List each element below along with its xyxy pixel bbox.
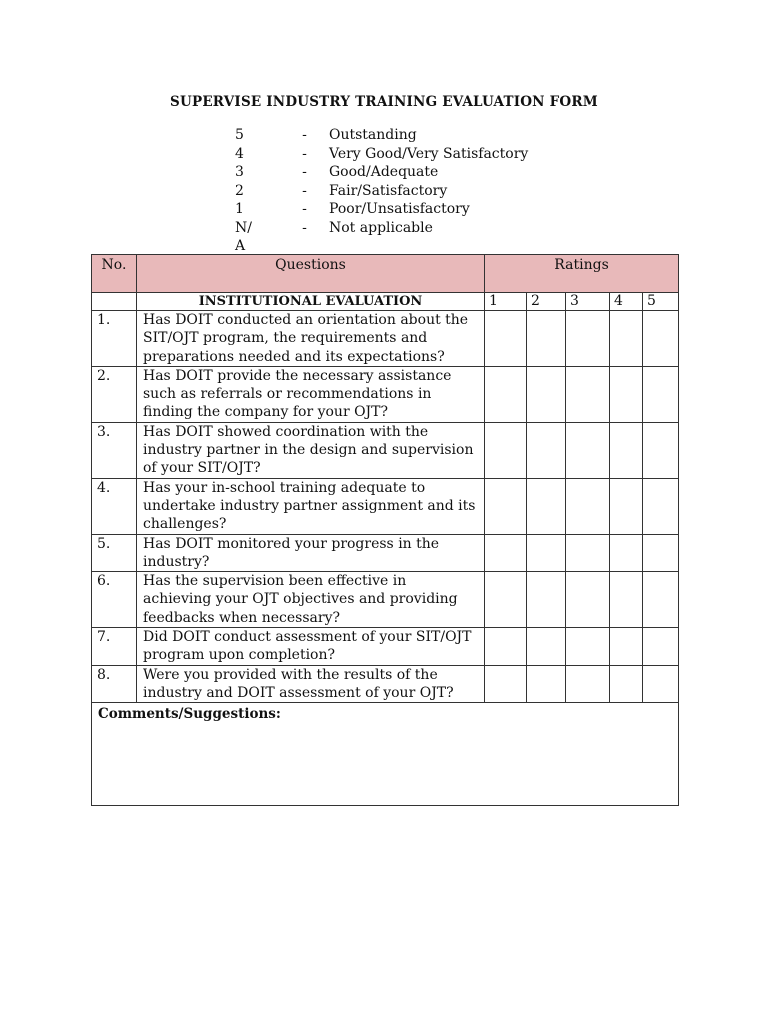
rating-cell-4[interactable]	[610, 366, 643, 422]
table-row	[92, 311, 679, 367]
question-number: 3.	[92, 422, 137, 478]
rating-cell-3[interactable]	[566, 572, 610, 628]
section-blank-cell	[92, 293, 137, 311]
rating-cell-4[interactable]	[610, 628, 643, 666]
rating-cell-4[interactable]	[610, 665, 643, 703]
question-number: 8.	[92, 665, 137, 703]
legend-dash: -	[302, 127, 307, 143]
section-row	[92, 293, 679, 311]
legend-row	[235, 237, 528, 256]
legend-description: Outstanding	[329, 127, 417, 143]
table-row	[92, 534, 679, 572]
legend-code: 3	[235, 164, 244, 180]
header-questions: Questions	[137, 255, 485, 293]
section-title: INSTITUTIONAL EVALUATION	[137, 293, 485, 311]
legend-row	[235, 126, 528, 145]
legend-dash: -	[302, 182, 307, 199]
question-number: 6.	[92, 572, 137, 628]
table-row	[92, 572, 679, 628]
rating-cell-5[interactable]	[643, 422, 679, 478]
legend-row	[235, 145, 528, 164]
table-row	[92, 665, 679, 703]
rating-cell-5[interactable]	[643, 311, 679, 367]
rating-cell-1[interactable]	[485, 572, 527, 628]
rating-cell-1[interactable]	[485, 366, 527, 422]
rating-cell-1[interactable]	[485, 478, 527, 534]
rating-cell-4[interactable]	[610, 534, 643, 572]
rating-cell-5[interactable]	[643, 478, 679, 534]
header-no: No.	[92, 255, 137, 293]
question-number: 2.	[92, 366, 137, 422]
rating-legend	[235, 126, 528, 256]
legend-code: 5	[235, 127, 244, 143]
rating-cell-3[interactable]	[566, 478, 610, 534]
rating-cell-2[interactable]	[527, 311, 566, 367]
legend-description: Not applicable	[329, 219, 433, 236]
question-text: Has DOIT monitored your progress in the industry?	[137, 534, 485, 572]
rating-cell-3[interactable]	[566, 628, 610, 666]
header-ratings: Ratings	[485, 255, 679, 293]
legend-description: Good/Adequate	[329, 164, 439, 180]
rating-cell-2[interactable]	[527, 665, 566, 703]
table-row	[92, 422, 679, 478]
question-text: Has DOIT conducted an orientation about the SIT/OJT program, the requirements and preparations needed and its expectations?	[137, 311, 485, 367]
legend-row	[235, 182, 528, 201]
legend-description: Poor/Unsatisfactory	[329, 201, 470, 217]
question-number: 4.	[92, 478, 137, 534]
rating-cell-3[interactable]	[566, 422, 610, 478]
question-text: Has DOIT provide the necessary assistance such as referrals or recommendations in finding the company for your OJT?	[137, 366, 485, 422]
rating-cell-2[interactable]	[527, 478, 566, 534]
legend-dash: -	[302, 145, 307, 162]
question-text: Has your in-school training adequate to undertake industry partner assignment and its challenges?	[137, 478, 485, 534]
comments-label: Comments/Suggestions:	[98, 706, 281, 723]
rating-cell-4[interactable]	[610, 572, 643, 628]
rating-scale-3: 3	[566, 293, 610, 311]
legend-dash: -	[302, 219, 307, 236]
rating-cell-1[interactable]	[485, 665, 527, 703]
legend-row	[235, 163, 528, 182]
legend-row	[235, 219, 528, 238]
legend-code: A	[235, 238, 246, 254]
rating-cell-3[interactable]	[566, 366, 610, 422]
rating-cell-3[interactable]	[566, 311, 610, 367]
rating-cell-2[interactable]	[527, 534, 566, 572]
table-header-row	[92, 255, 679, 293]
comments-field[interactable]	[92, 703, 679, 806]
rating-cell-2[interactable]	[527, 572, 566, 628]
legend-row	[235, 200, 528, 219]
rating-cell-3[interactable]	[566, 534, 610, 572]
rating-scale-4: 4	[610, 293, 643, 311]
question-text: Has the supervision been effective in achieving your OJT objectives and providing feedbacks when necessary?	[137, 572, 485, 628]
legend-dash: -	[302, 201, 307, 217]
rating-cell-1[interactable]	[485, 628, 527, 666]
rating-cell-2[interactable]	[527, 366, 566, 422]
question-text: Did DOIT conduct assessment of your SIT/OJT program upon completion?	[137, 628, 485, 666]
rating-cell-5[interactable]	[643, 572, 679, 628]
rating-cell-5[interactable]	[643, 366, 679, 422]
legend-code: 1	[235, 201, 244, 217]
rating-cell-2[interactable]	[527, 422, 566, 478]
question-text: Were you provided with the results of the industry and DOIT assessment of your OJT?	[137, 665, 485, 703]
evaluation-table	[91, 254, 679, 806]
form-title: SUPERVISE INDUSTRY TRAINING EVALUATION FORM	[170, 94, 598, 110]
comments-row	[92, 703, 679, 806]
question-number: 5.	[92, 534, 137, 572]
table-row	[92, 478, 679, 534]
rating-cell-5[interactable]	[643, 665, 679, 703]
rating-cell-4[interactable]	[610, 478, 643, 534]
legend-dash	[277, 237, 332, 256]
legend-code: 2	[235, 182, 244, 199]
question-text: Has DOIT showed coordination with the industry partner in the design and supervision of your SIT/OJT?	[137, 422, 485, 478]
legend-code: 4	[235, 145, 244, 162]
rating-cell-1[interactable]	[485, 422, 527, 478]
rating-cell-5[interactable]	[643, 534, 679, 572]
legend-description: Fair/Satisfactory	[329, 182, 448, 199]
legend-code: N/	[235, 219, 252, 236]
table-row	[92, 628, 679, 666]
rating-scale-1: 1	[485, 293, 527, 311]
question-number: 1.	[92, 311, 137, 367]
legend-description: Very Good/Very Satisfactory	[329, 145, 529, 162]
legend-dash: -	[302, 164, 307, 180]
rating-cell-4[interactable]	[610, 422, 643, 478]
rating-scale-5: 5	[643, 293, 679, 311]
rating-cell-4[interactable]	[610, 311, 643, 367]
rating-scale-2: 2	[527, 293, 566, 311]
rating-cell-3[interactable]	[566, 665, 610, 703]
rating-cell-2[interactable]	[527, 628, 566, 666]
table-row	[92, 366, 679, 422]
rating-cell-1[interactable]	[485, 311, 527, 367]
question-number: 7.	[92, 628, 137, 666]
rating-cell-1[interactable]	[485, 534, 527, 572]
rating-cell-5[interactable]	[643, 628, 679, 666]
